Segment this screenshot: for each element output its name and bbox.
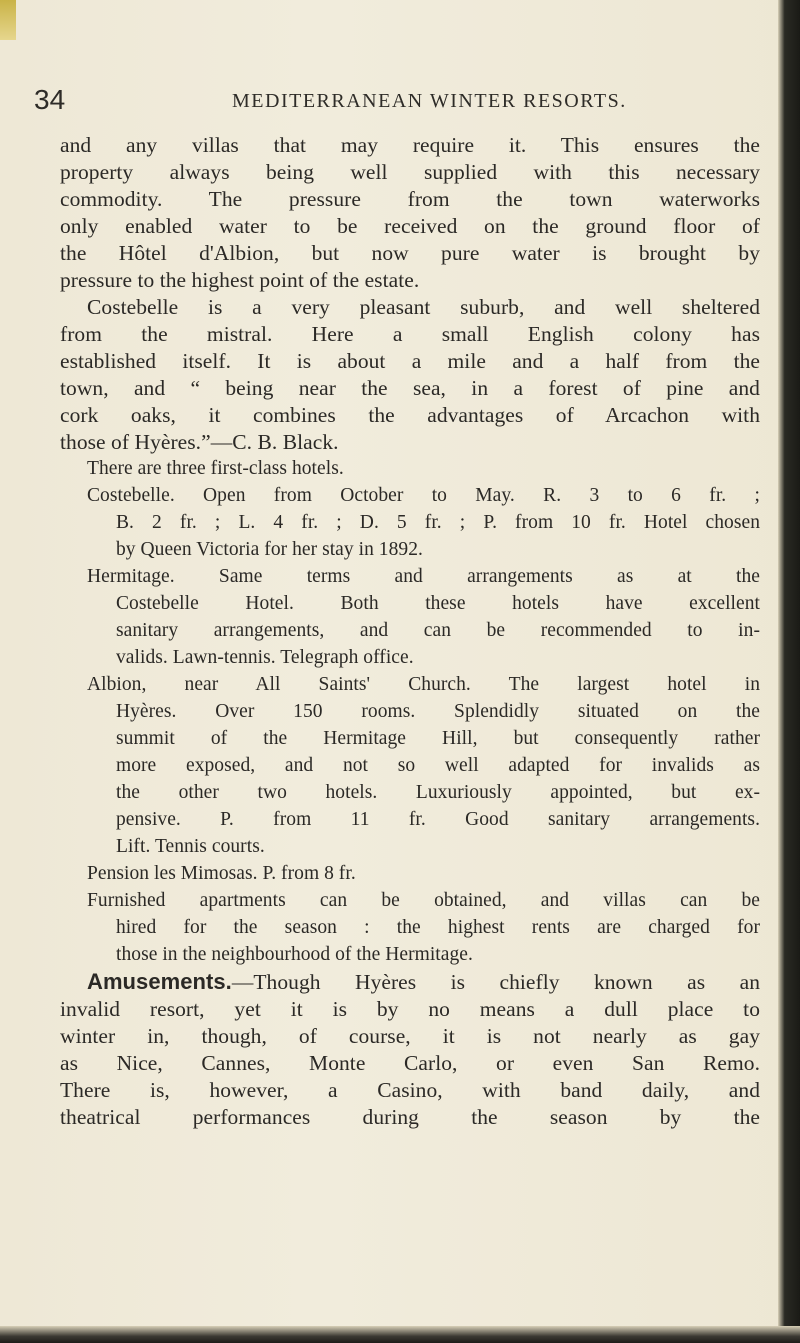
page-edge-right	[778, 0, 800, 1343]
text-line: There is, however, a Casino, with band daily, and	[60, 1078, 760, 1102]
page-corner-shadow	[0, 0, 16, 40]
text-line: town, and “ being near the sea, in a forest of pine and	[60, 376, 760, 400]
page-header	[34, 84, 734, 124]
text-line: by Queen Victoria for her stay in 1892.	[116, 539, 423, 560]
text-line: sanitary arrangements, and can be recommended to in-	[116, 620, 760, 641]
text-line: valids. Lawn-tennis. Telegraph office.	[116, 647, 414, 668]
text-line: invalid resort, yet it is by no means a dull place to	[60, 997, 760, 1021]
text-line: hired for the season : the highest rents are charged for	[116, 917, 760, 938]
text-line: those in the neighbourhood of the Hermitage.	[116, 944, 473, 965]
text-line: theatrical performances during the season by the	[60, 1105, 760, 1129]
text-line: Albion, near All Saints' Church. The largest hotel in	[87, 674, 760, 695]
text-line: Costebelle is a very pleasant suburb, and well sheltered	[87, 295, 760, 319]
text-line: more exposed, and not so well adapted for invalids as	[116, 755, 760, 776]
text-line: and any villas that may require it. This ensures the	[60, 133, 760, 157]
text-line: Hermitage. Same terms and arrangements as at the	[87, 566, 760, 587]
text-line: only enabled water to be received on the ground floor of	[60, 214, 760, 238]
text-line-rest: —Though Hyères is chiefly known as an	[231, 970, 760, 994]
running-head: MEDITERRANEAN WINTER RESORTS.	[232, 90, 627, 112]
text-line: Hyères. Over 150 rooms. Splendidly situated on the	[116, 701, 760, 722]
text-line: the Hôtel d'Albion, but now pure water is brought by	[60, 241, 760, 265]
text-line: summit of the Hermitage Hill, but consequently rather	[116, 728, 760, 749]
text-line: the other two hotels. Luxuriously appointed, but ex-	[116, 782, 760, 803]
body-text	[60, 133, 760, 1132]
text-line: winter in, though, of course, it is not nearly as gay	[60, 1024, 760, 1048]
text-line: pensive. P. from 11 fr. Good sanitary arrangements.	[116, 809, 760, 830]
text-line: as Nice, Cannes, Monte Carlo, or even San Remo.	[60, 1051, 760, 1075]
text-line: those of Hyères.”—C. B. Black.	[60, 430, 339, 454]
section-lead: Amusements.	[87, 969, 232, 994]
text-line: commodity. The pressure from the town waterworks	[60, 187, 760, 211]
text-line: established itself. It is about a mile and a half from the	[60, 349, 760, 373]
text-line: B. 2 fr. ; L. 4 fr. ; D. 5 fr. ; P. from 10 fr. Hotel chosen	[116, 512, 760, 533]
text-line: Lift. Tennis courts.	[116, 836, 265, 857]
text-line: from the mistral. Here a small English colony has	[60, 322, 760, 346]
text-line: Costebelle. Open from October to May. R. 3 to 6 fr. ;	[87, 485, 760, 506]
text-line: cork oaks, it combines the advantages of Arcachon with	[60, 403, 760, 427]
text-line: Pension les Mimosas. P. from 8 fr.	[87, 863, 356, 884]
text-line	[60, 970, 760, 994]
page-edge-bottom	[0, 1326, 800, 1343]
text-line: Furnished apartments can be obtained, and villas can be	[87, 890, 760, 911]
text-line: property always being well supplied with this necessary	[60, 160, 760, 184]
page-number: 34	[34, 84, 66, 115]
text-line: pressure to the highest point of the estate.	[60, 268, 420, 292]
text-line: Costebelle Hotel. Both these hotels have excellent	[116, 593, 760, 614]
text-line: There are three first-class hotels.	[87, 458, 344, 479]
